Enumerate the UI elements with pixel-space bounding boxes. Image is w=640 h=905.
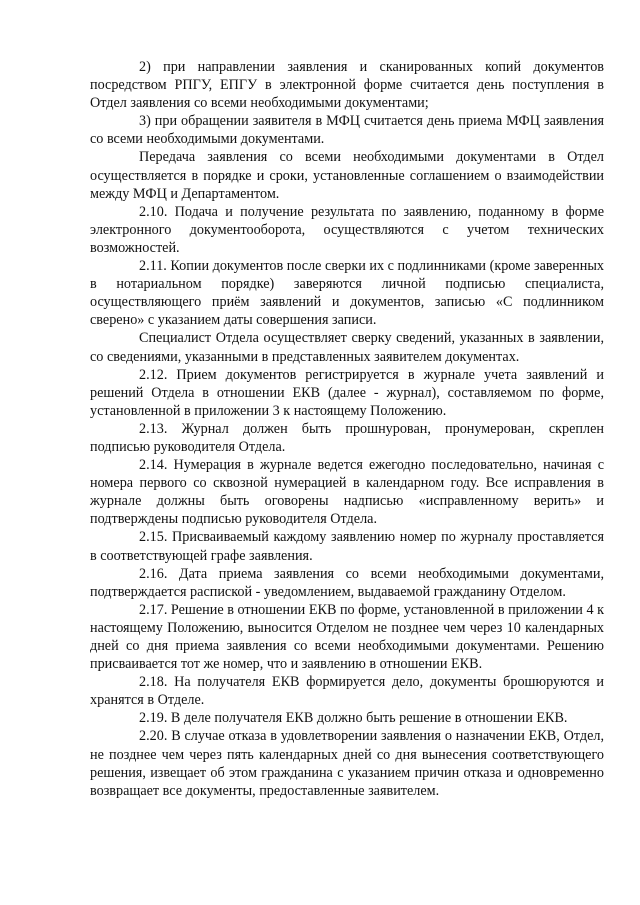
paragraph-2-17: 2.17. Решение в отношении ЕКВ по форме, установленной в приложении 4 к настоящему Положению, выносится Отделом не позднее чем через 10 календарных дней со дня приема заявления со всеми необходимыми документами. Решению присваивается тот же номер, что и заявлению в отношении ЕКВ. xyxy=(90,601,604,673)
paragraph-2-10: 2.10. Подача и получение результата по заявлению, поданному в форме электронного документооборота, осуществляются с учетом технических возможностей. xyxy=(90,203,604,256)
paragraph-item-3: 3) при обращении заявителя в МФЦ считается день приема МФЦ заявления со всеми необходимыми документами. xyxy=(90,113,604,148)
paragraph-2-14: 2.14. Нумерация в журнале ведется ежегодно последовательно, начиная с номера первого со сквозной нумерацией в календарном году. Все исправления в журнале должны быть оговорены надписью «исправленному верить» и подтверждены подписью руководителя Отдела. xyxy=(90,457,604,528)
document-page xyxy=(90,58,604,800)
paragraph-2-16: 2.16. Дата приема заявления со всеми необходимыми документами, подтверждается распиской - уведомлением, выдаваемой гражданину Отделом. xyxy=(90,565,604,600)
paragraph-transfer: Передача заявления со всеми необходимыми документами в Отдел осуществляется в порядке и сроки, установленные соглашением о взаимодействии между МФЦ и Департаментом. xyxy=(90,149,604,202)
paragraph-2-12: 2.12. Прием документов регистрируется в журнале учета заявлений и решений Отдела в отношении ЕКВ (далее - журнал), составляемом по форме, установленной в приложении 3 к настоящему Положению. xyxy=(90,366,604,419)
paragraph-item-2: 2) при направлении заявления и сканированных копий документов посредством РПГУ, ЕПГУ в электронной форме считается день поступления в Отдел заявления со всеми необходимыми документами; xyxy=(90,59,604,112)
paragraph-2-19: 2.19. В деле получателя ЕКВ должно быть решение в отношении ЕКВ. xyxy=(139,710,568,727)
paragraph-2-13: 2.13. Журнал должен быть прошнурован, пронумерован, скреплен подписью руководителя Отдела. xyxy=(90,420,604,455)
paragraph-2-11: 2.11. Копии документов после сверки их с подлинниками (кроме заверенных в нотариальном порядке) заверяются личной подписью специалиста, осуществляющего приём заявлений и документов, записью «С подлинником сверено» с указанием даты совершения записи. xyxy=(90,258,604,329)
paragraph-2-18: 2.18. На получателя ЕКВ формируется дело, документы брошюруются и хранятся в Отделе. xyxy=(90,674,604,709)
paragraph-2-15: 2.15. Присваиваемый каждому заявлению номер по журналу проставляется в соответствующей графе заявления. xyxy=(90,529,604,564)
paragraph-specialist-check: Специалист Отдела осуществляет сверку сведений, указанных в заявлении, со сведениями, указанными в представленных заявителем документах. xyxy=(90,330,604,365)
paragraph-2-20: 2.20. В случае отказа в удовлетворении заявления о назначении ЕКВ, Отдел, не позднее чем через пять календарных дней со дня вынесения соответствующего решения, извещает об этом гражданина с указанием причин отказа и одновременно возвращает все документы, предоставленные заявителем. xyxy=(90,728,604,799)
